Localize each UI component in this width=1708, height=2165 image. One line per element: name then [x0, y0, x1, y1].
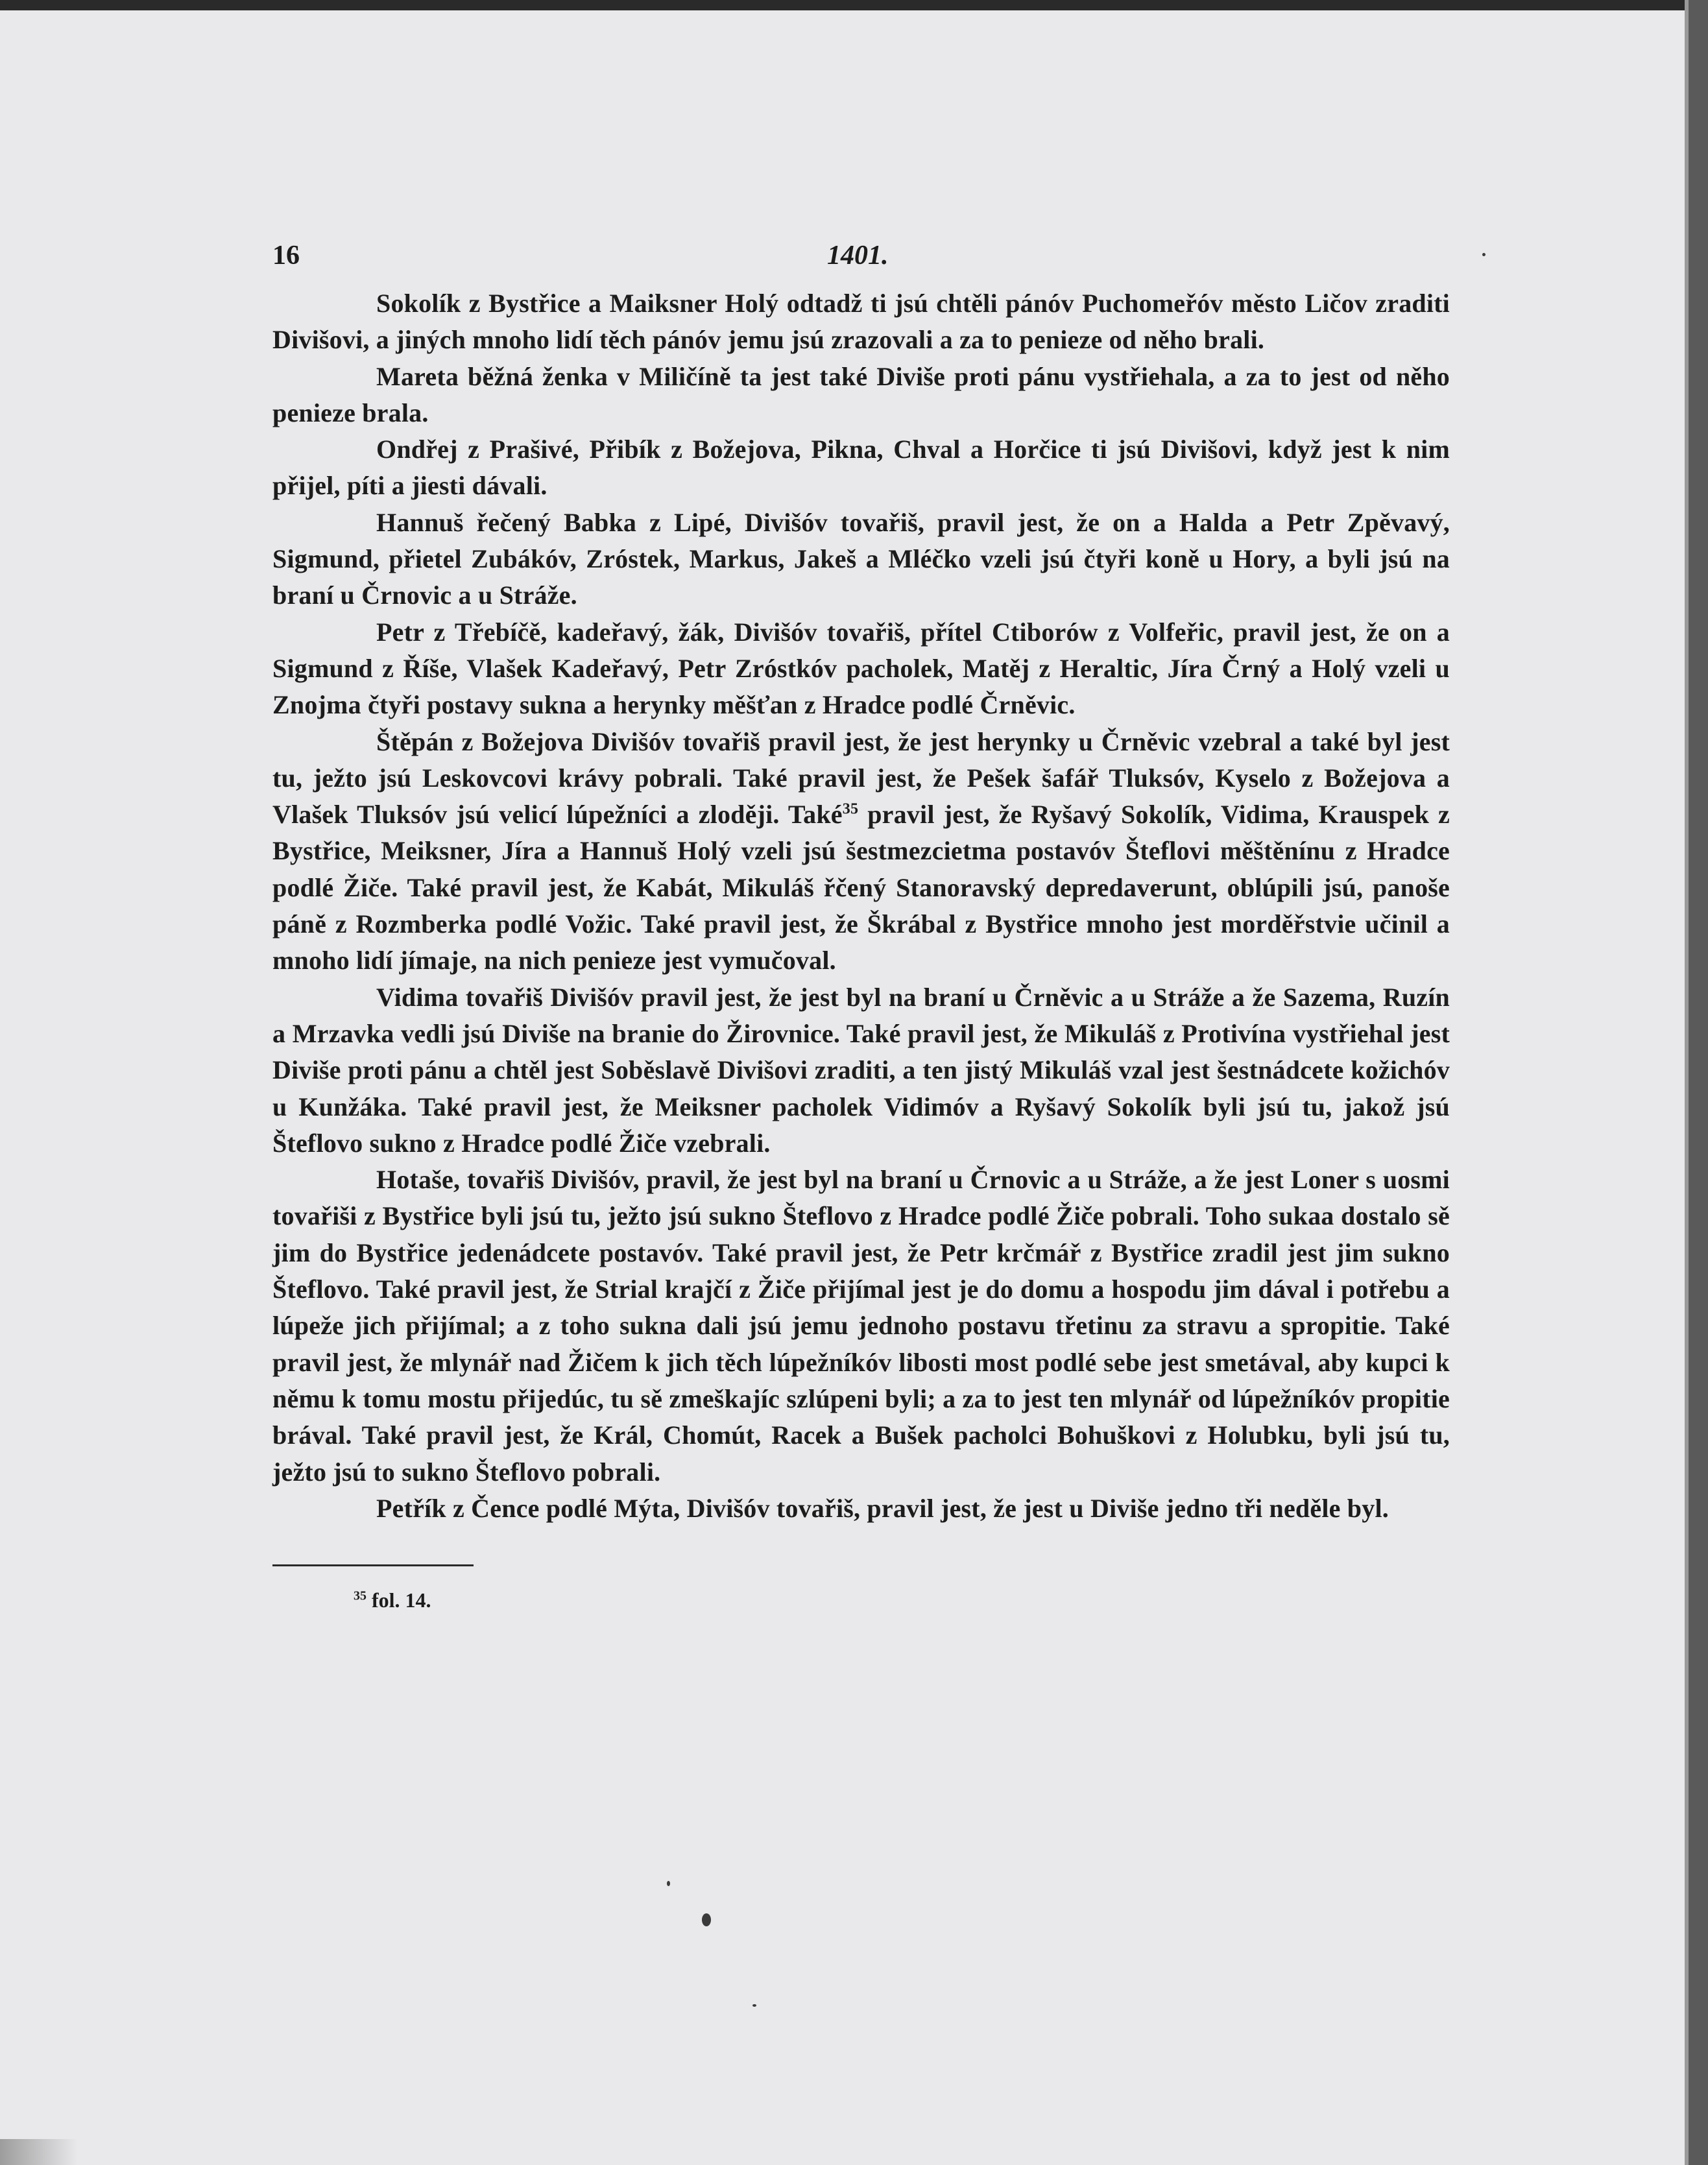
paragraph-text: Štěpán z Božejova Divišóv tovařiš pravil jest, že jest herynky u Črněvic vzebral a také byl jest tu, ježto jsú Leskovcovi krávy pobrali. Také pravil jest, že Pešek šafář Tluksóv, Kyselo z Božejova a Vlašek Tluksóv jsú velicí lúpežníci a zloději. Také [272, 726, 1450, 830]
page-header [272, 240, 1450, 285]
footnote-text: fol. 14. [372, 1588, 431, 1612]
scan-speck [1482, 253, 1485, 256]
page-number: 16 [272, 241, 300, 270]
footnote-reference: 35 [842, 800, 859, 818]
paragraph-text: pravil jest, že Ryšavý Sokolík, Vidima, Krauspek z Bystřice, Meiksner, Jíra a Hannuš Holý vzeli jsú šestmezcietma postavóv Šteflovi měštěnínu z Hradce podlé Žiče. Také pravil jest, že Kabát, Mikuláš řčený Stanoravský depredaverunt, oblúpili jsú, panoše páně z Rozmberka podlé Vožic. Také pravil jest, že Škrábal z Bystřice mnoho jest morděřstvie učinil a mnoho lidí jímaje, na nich penieze jest vymučoval. [272, 800, 1450, 975]
footnote-marker: 35 [354, 1588, 367, 1603]
paragraph [272, 724, 1450, 979]
scan-speck [667, 1881, 670, 1886]
scan-corner-shadow [0, 2139, 78, 2165]
paragraph: Petřík z Čence podlé Mýta, Divišóv tovařiš, pravil jest, že jest u Diviše jedno tři neděle byl. [376, 1493, 1389, 1523]
page-year-heading: 1401. [827, 241, 889, 270]
paragraph: Ondřej z Prašivé, Přibík z Božejova, Pikna, Chval a Horčice ti jsú Divišovi, když jest k nim přijel, píti a jiesti dávali. [272, 435, 1450, 501]
scan-right-edge [1689, 0, 1708, 2165]
paragraph: Hannuš řečený Babka z Lipé, Divišóv tovařiš, pravil jest, že on a Halda a Petr Zpěvavý, Sigmund, přietel Zubákóv, Zróstek, Markus, Jakeš a Mléčko vzeli jsú čtyři koně u Hory, a byli jsú na braní u Črnovic a u Stráže. [272, 507, 1450, 610]
footnote [354, 1588, 1450, 1612]
paragraph: Sokolík z Bystřice a Maiksner Holý odtadž ti jsú chtěli pánóv Puchomeřóv město Ličov zraditi Divišovi, a jiných mnoho lidí těch pánóv jemu jsú zrazovali a za to penieze od něho brali. [272, 289, 1450, 355]
document-page [272, 240, 1450, 1612]
body-text [272, 285, 1450, 1527]
scan-speck [752, 2004, 756, 2007]
scan-top-edge [0, 0, 1708, 10]
scan-speck [702, 1913, 711, 1926]
paragraph: Mareta běžná ženka v Miličíně ta jest také Diviše proti pánu vystřiehala, a za to jest od něho penieze brala. [272, 361, 1450, 427]
paragraph: Vidima tovařiš Divišóv pravil jest, že jest byl na braní u Črněvic a u Stráže a že Sazema, Ruzín a Mrzavka vedli jsú Diviše na branie do Žirovnice. Také pravil jest, že Mikuláš z Protivína vystřiehal jest Diviše proti pánu a chtěl jest Soběslavě Divišovi zraditi, a ten jistý Mikuláš vzal jest šestnádcete kožichóv u Kunžáka. Také pravil jest, že Meiksner pacholek Vidimóv a Ryšavý Sokolík byli jsú tu, jakož jsú Šteflovo sukno z Hradce podlé Žiče vzebrali. [272, 982, 1450, 1158]
footnote-divider [272, 1564, 474, 1566]
paragraph: Petr z Třebíčě, kadeřavý, žák, Divišóv tovařiš, přítel Ctiborów z Volfeřic, pravil jest, že on a Sigmund z Říše, Vlašek Kadeřavý, Petr Zróstkóv pacholek, Matěj z Heraltic, Jíra Črný a Holý vzeli u Znojma čtyři postavy sukna a herynky měšťan z Hradce podlé Črněvic. [272, 617, 1450, 720]
paragraph: Hotaše, tovařiš Divišóv, pravil, že jest byl na braní u Črnovic a u Stráže, a že jest Loner s uosmi tovařiši z Bystřice byli jsú tu, ježto jsú sukno Šteflovo z Hradce podlé Žiče pobrali. Toho sukaa dostalo sě jim do Bystřice jedenádcete postavóv. Také pravil jest, že Petr krčmář z Bystřice zradil jest jim sukno Šteflovo. Také pravil jest, že Strial krajčí z Žiče přijímal jest je do domu a hospodu jim dával i potřebu a lúpeže jich přijímal; a z toho sukna dali jsú jemu jednoho postavu třetinu za stravu a spropitie. Také pravil jest, že mlynář nad Žičem k jich těch lúpežníkóv libosti most podlé sebe jest smetával, aby kupci k němu k tomu mostu přijedúc, tu sě zmeškajíc szlúpeni byli; a za to jest ten mlynář od lúpežníkóv propitie brával. Také pravil jest, že Král, Chomút, Racek a Bušek pacholci Bohuškovi z Holubku, byli jsú tu, ježto jsú to sukno Šteflovo pobrali. [272, 1165, 1450, 1487]
